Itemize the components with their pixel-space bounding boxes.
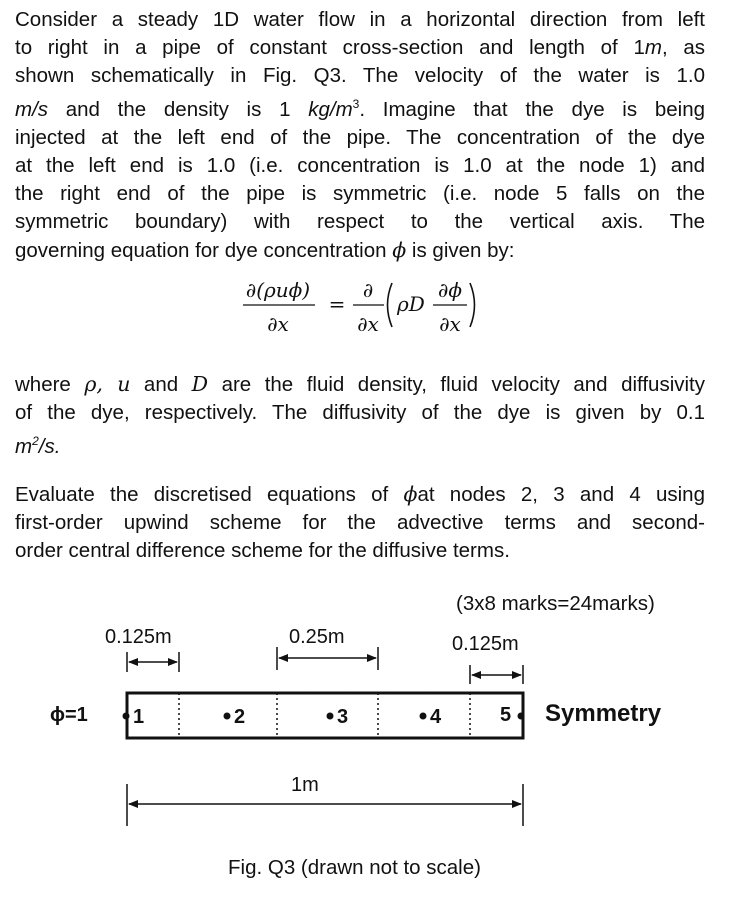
node-4-dot [420, 713, 427, 720]
figure-caption: Fig. Q3 (drawn not to scale) [228, 856, 481, 879]
intro-line-7: the right end of the pipe is symmetric (i.e. node 5 falls on the [15, 181, 705, 205]
eq-rhs-operator-num: ∂ [362, 278, 374, 302]
where-line-3: $m^2/s$. [15, 434, 61, 458]
task-line-2: first-order upwind scheme for the advective terms and second- [15, 511, 705, 534]
eq-rhs-operator-den: ∂x [357, 312, 379, 336]
eq-lhs-denominator: ∂x [267, 312, 289, 336]
intro-line-2: to right in a pipe of constant cross-section and length of 1m, as [15, 36, 705, 59]
pipe-domain [127, 693, 523, 738]
node-4-label: 4 [430, 706, 442, 728]
intro-line-8: symmetric boundary) with respect to the vertical axis. The [15, 209, 705, 233]
node-1-label: 1 [133, 706, 145, 728]
node-3-label: 3 [337, 706, 349, 728]
eq-rhs-inner-num: ∂ϕ [438, 278, 462, 302]
intro-line-9: governing equation for dye concentration ϕ is given by: [15, 237, 515, 262]
intro-line-3: shown schematically in Fig. Q3. The velocity of the water is 1.0 [15, 64, 705, 87]
boundary-right-label: Symmetry [545, 700, 662, 727]
node-2-dot [224, 713, 231, 720]
task-line-1: Evaluate the discretised equations of ϕat nodes 2, 3 and 4 using [15, 482, 705, 506]
boundary-left-label: ϕ=1 [50, 704, 88, 726]
eq-lhs-numerator: ∂(ρuϕ) [245, 278, 311, 302]
task-line-3: order central difference scheme for the diffusive terms. [15, 539, 510, 562]
node-5-dot [518, 713, 525, 720]
intro-line-1: Consider a steady 1D water flow in a horizontal direction from left [15, 8, 705, 31]
eq-rhs-inner-den: ∂x [439, 312, 461, 336]
eq-equals: = [328, 292, 346, 316]
where-line-1: where ρ, u and D are the fluid density, fluid velocity and diffusivity [15, 372, 705, 396]
where-line-2: of the dye, respectively. The diffusivity of the dye is given by 0.1 [15, 401, 705, 424]
dim-mid-label: 0.25m [289, 626, 345, 648]
node-2-label: 2 [234, 706, 246, 728]
node-3-dot [327, 713, 334, 720]
marks-label: (3x8 marks=24marks) [456, 592, 655, 615]
eq-rhs-coef: ρD [397, 292, 425, 316]
intro-line-5: injected at the left end of the pipe. The concentration of the dye [15, 125, 705, 149]
length-label: 1m [291, 774, 319, 796]
dim-left-label: 0.125m [105, 626, 172, 648]
node-1-dot [123, 713, 130, 720]
node-5-label: 5 [500, 704, 512, 726]
intro-line-4: m/s and the density is 1 $kg/m^3$. Imagine that the dye is being [15, 97, 705, 121]
intro-line-6: at the left end is 1.0 (i.e. concentration is 1.0 at the node 1) and [15, 153, 705, 177]
dim-right-label: 0.125m [452, 633, 519, 655]
